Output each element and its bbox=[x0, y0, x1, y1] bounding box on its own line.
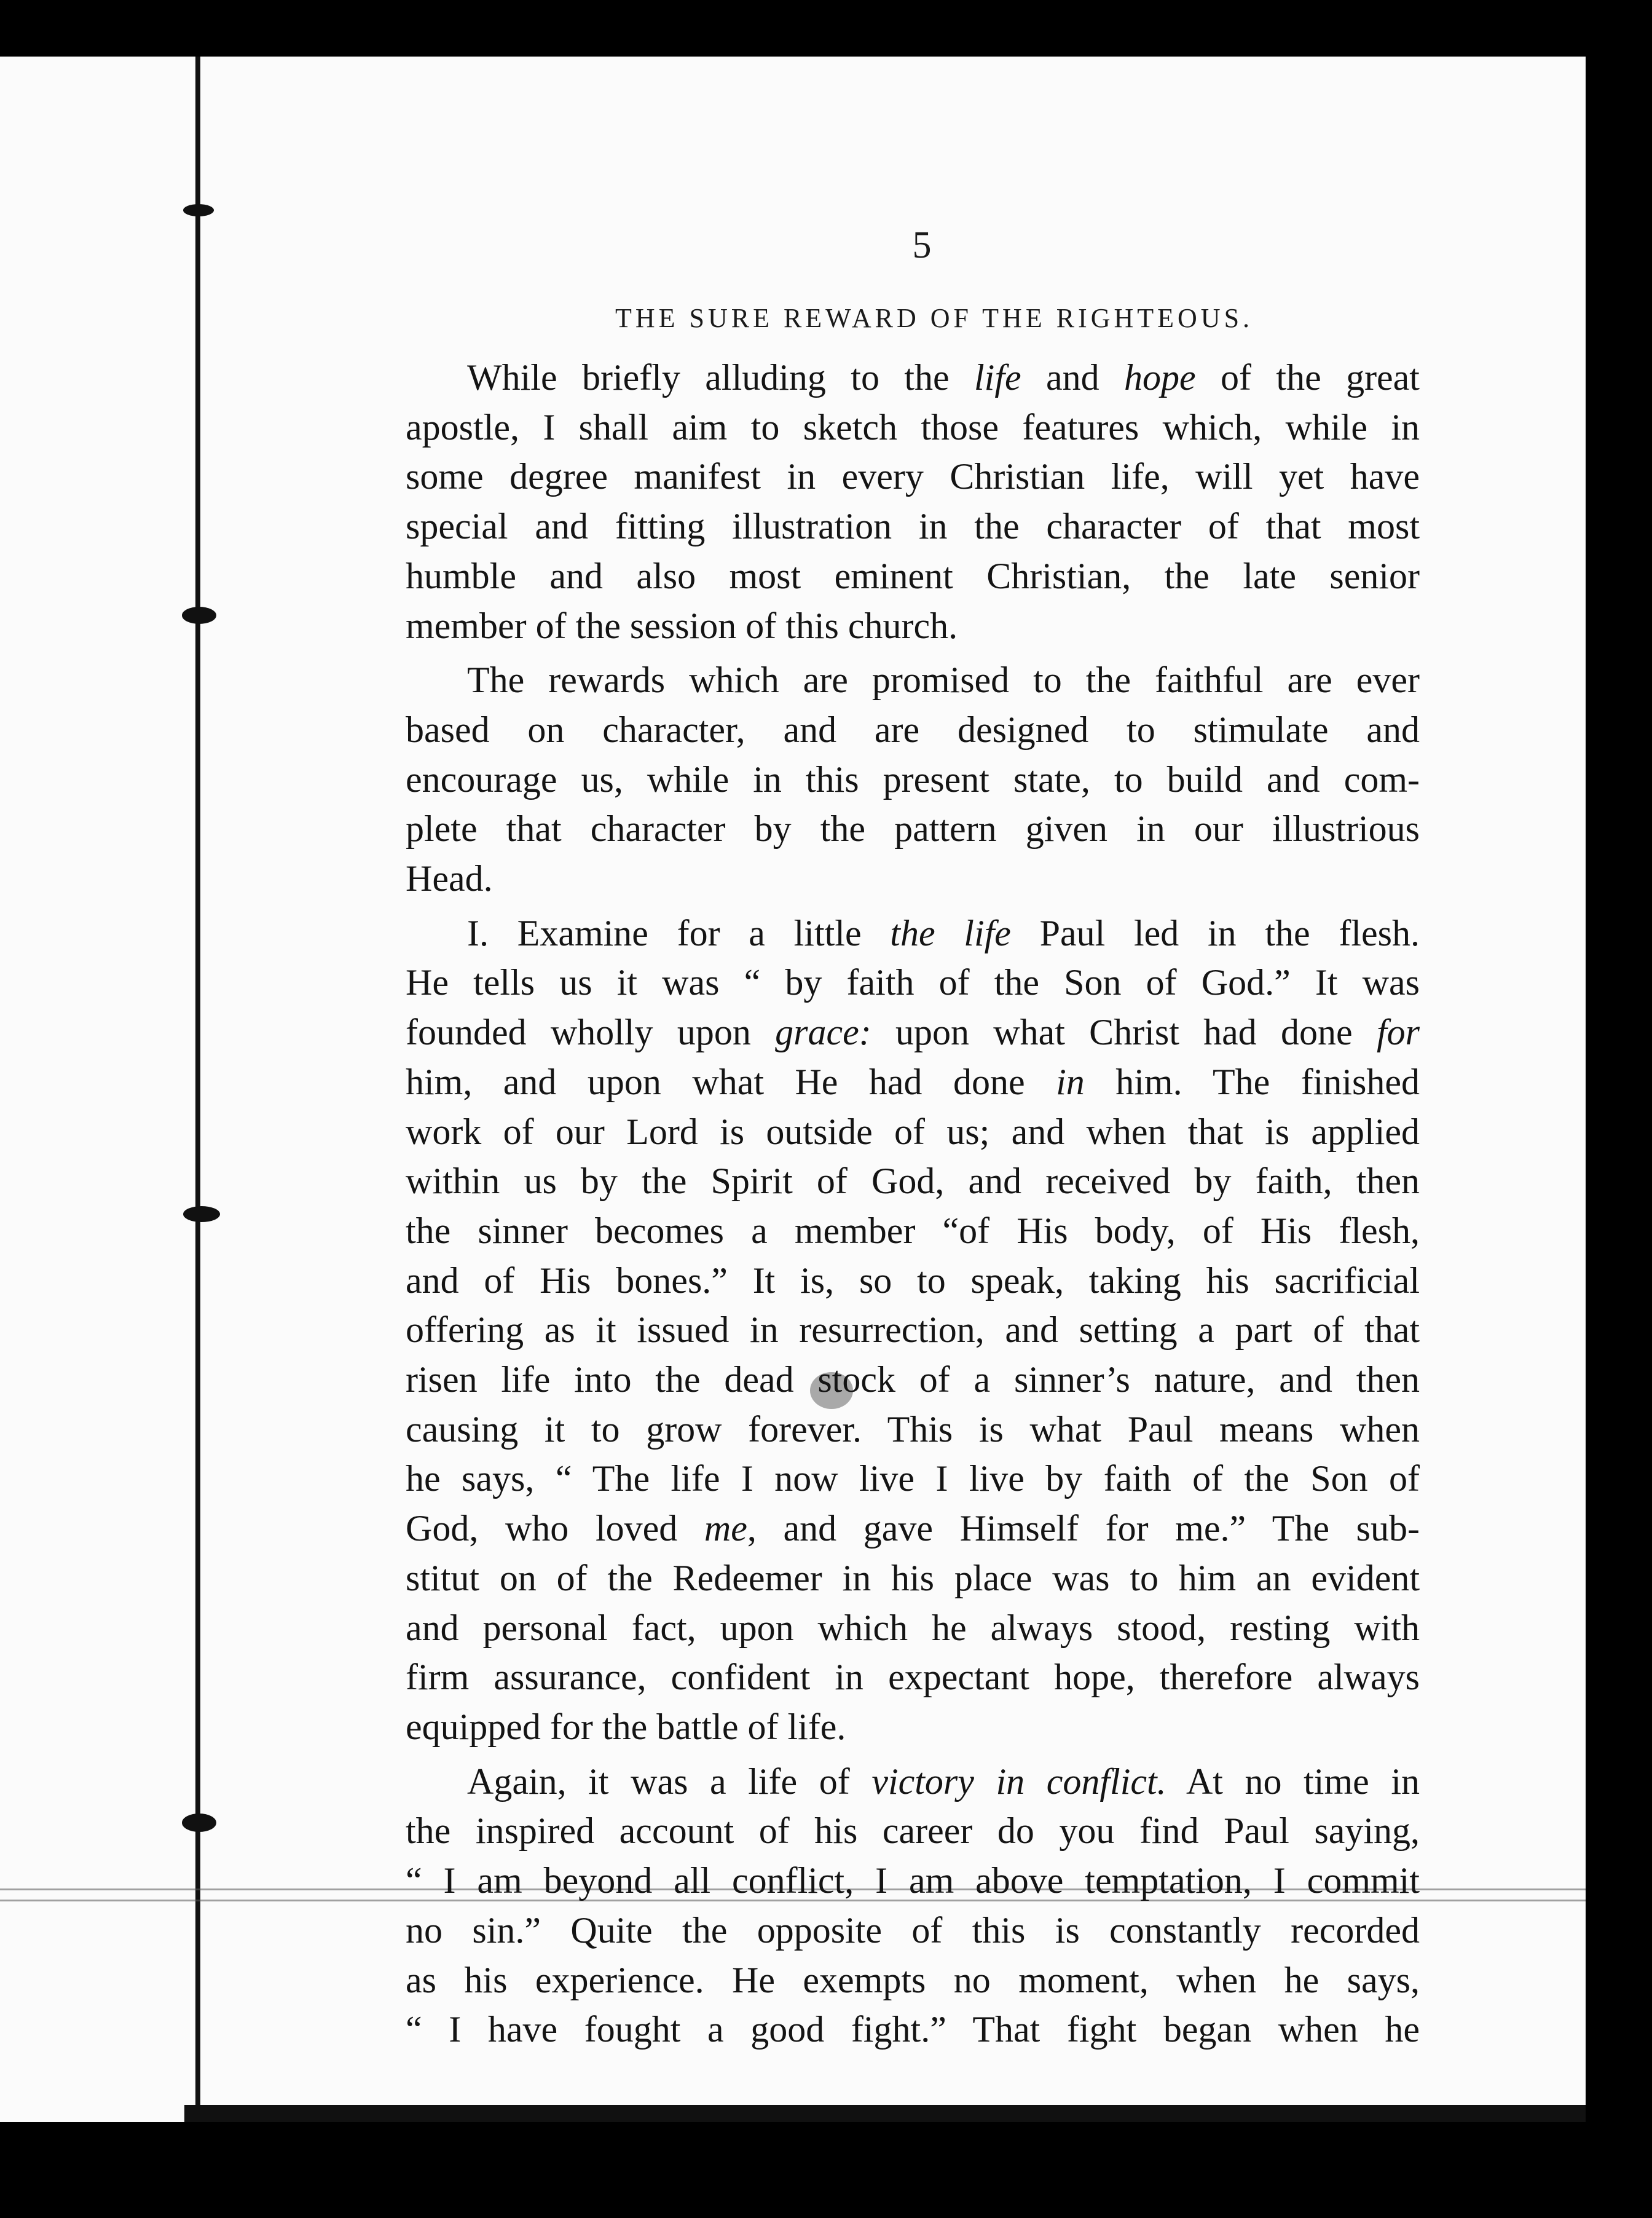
paragraph bbox=[406, 1757, 1420, 2054]
italic-run: hope bbox=[1124, 357, 1196, 398]
text-run: humble and also most eminent Christian, the late senior bbox=[406, 555, 1420, 596]
text-line bbox=[406, 1504, 1420, 1553]
text-line bbox=[406, 1256, 1420, 1306]
text-run: apostle, I shall aim to sketch those features which, while in bbox=[406, 406, 1420, 448]
italic-run: in bbox=[1056, 1061, 1085, 1102]
body-text bbox=[406, 353, 1420, 2054]
text-run: within us by the Spirit of God, and received by faith, then bbox=[406, 1161, 1420, 1202]
text-run: equipped for the battle of life. bbox=[406, 1706, 846, 1747]
text-line bbox=[406, 1806, 1420, 1856]
text-run: special and fitting illustration in the character of that most bbox=[406, 506, 1420, 547]
text-run: , and gave Himself for me.” The sub- bbox=[747, 1508, 1420, 1549]
text-line bbox=[406, 2005, 1420, 2054]
text-run: causing it to grow forever. This is what Paul means when bbox=[406, 1408, 1420, 1450]
text-line bbox=[406, 1107, 1420, 1157]
italic-run: for bbox=[1376, 1012, 1420, 1053]
text-line bbox=[406, 1652, 1420, 1702]
text-line bbox=[406, 1405, 1420, 1454]
text-run: God, who loved bbox=[406, 1508, 704, 1549]
ink-blot bbox=[183, 204, 214, 216]
text-line bbox=[406, 403, 1420, 452]
text-run: risen life into the dead stock of a sinner’s nature, and then bbox=[406, 1359, 1420, 1400]
text-run: “ I am beyond all conflict, I am above temptation, I commit bbox=[406, 1860, 1420, 1901]
text-run: the inspired account of his career do you find Paul saying, bbox=[406, 1810, 1420, 1852]
text-run: no sin.” Quite the opposite of this is constantly recorded bbox=[406, 1909, 1420, 1951]
ink-blot bbox=[183, 1206, 220, 1222]
text-line bbox=[406, 1856, 1420, 1906]
page-bottom-edge bbox=[184, 2105, 1586, 2122]
text-run: him, and upon what He had done bbox=[406, 1061, 1056, 1102]
paragraph bbox=[406, 909, 1420, 1752]
text-run: stitut on of the Redeemer in his place was to him an evident bbox=[406, 1557, 1420, 1598]
italic-run: me bbox=[704, 1508, 747, 1549]
text-line bbox=[406, 804, 1420, 854]
text-line bbox=[406, 909, 1420, 958]
text-run: I. Examine for a little bbox=[467, 912, 891, 953]
text-run: he says, “ The life I now live I live by faith of the Son of bbox=[406, 1458, 1420, 1499]
text-line bbox=[406, 854, 1420, 904]
ink-blot bbox=[182, 1813, 216, 1832]
text-run: encourage us, while in this present state, to build and com- bbox=[406, 759, 1420, 800]
text-line bbox=[406, 1156, 1420, 1206]
text-run: some degree manifest in every Christian life, will yet have bbox=[406, 456, 1420, 497]
text-line bbox=[406, 502, 1420, 551]
text-line bbox=[406, 1355, 1420, 1405]
ink-blot bbox=[182, 607, 216, 624]
text-run: Head. bbox=[406, 858, 493, 899]
text-run: plete that character by the pattern given in our illustrious bbox=[406, 808, 1420, 850]
text-run: founded wholly upon bbox=[406, 1012, 776, 1053]
italic-run: grace: bbox=[775, 1012, 871, 1053]
text-line bbox=[406, 958, 1420, 1008]
text-line bbox=[406, 1603, 1420, 1653]
text-run: and bbox=[1021, 357, 1125, 398]
text-run: the sinner becomes a member “of His body, of His flesh, bbox=[406, 1210, 1420, 1251]
text-line bbox=[406, 601, 1420, 651]
binding-edge bbox=[195, 57, 200, 2122]
text-run: based on character, and are designed to stimulate and bbox=[406, 709, 1420, 750]
italic-run: life bbox=[974, 357, 1021, 398]
text-line bbox=[406, 1956, 1420, 2005]
text-run: At no time in bbox=[1166, 1761, 1420, 1802]
text-line bbox=[406, 1008, 1420, 1057]
text-line bbox=[406, 452, 1420, 502]
text-line bbox=[406, 1454, 1420, 1504]
text-run: Paul led in the flesh. bbox=[1010, 912, 1420, 953]
text-run: member of the session of this church. bbox=[406, 605, 958, 646]
text-run: work of our Lord is outside of us; and when that is applied bbox=[406, 1111, 1420, 1152]
text-run: of the great bbox=[1195, 357, 1420, 398]
text-run: and of His bones.” It is, so to speak, taking his sacrificial bbox=[406, 1260, 1420, 1301]
text-line bbox=[406, 1702, 1420, 1752]
text-line bbox=[406, 353, 1420, 403]
text-line bbox=[406, 1305, 1420, 1355]
text-run: as his experience. He exempts no moment, when he says, bbox=[406, 1959, 1420, 2000]
text-run: and personal fact, upon which he always stood, resting with bbox=[406, 1607, 1420, 1648]
text-run: The rewards which are promised to the faithful are ever bbox=[467, 660, 1420, 701]
page-number: 5 bbox=[912, 224, 932, 266]
running-head: THE SURE REWARD OF THE RIGHTEOUS. bbox=[615, 303, 1254, 333]
text-run: “ I have fought a good fight.” That fight began when he bbox=[406, 2009, 1420, 2050]
text-line bbox=[406, 1057, 1420, 1107]
text-line bbox=[406, 655, 1420, 705]
text-run: him. The finished bbox=[1084, 1061, 1420, 1102]
text-line bbox=[406, 755, 1420, 805]
text-line bbox=[406, 1757, 1420, 1807]
text-line bbox=[406, 1553, 1420, 1603]
italic-run: the life bbox=[890, 912, 1011, 953]
text-run: firm assurance, confident in expectant hope, therefore always bbox=[406, 1657, 1420, 1698]
paragraph bbox=[406, 655, 1420, 904]
text-run: offering as it issued in resurrection, and setting a part of that bbox=[406, 1309, 1420, 1351]
paragraph bbox=[406, 353, 1420, 650]
text-line bbox=[406, 1206, 1420, 1256]
text-run: Again, it was a life of bbox=[467, 1761, 872, 1802]
text-run: He tells us it was “ by faith of the Son of God.” It was bbox=[406, 962, 1420, 1003]
text-line bbox=[406, 705, 1420, 755]
scanned-page bbox=[0, 57, 1586, 2122]
italic-run: victory in conflict. bbox=[871, 1761, 1166, 1802]
text-line bbox=[406, 551, 1420, 601]
text-line bbox=[406, 1906, 1420, 1956]
text-run: While briefly alluding to the bbox=[467, 357, 975, 398]
text-run: upon what Christ had done bbox=[871, 1012, 1377, 1053]
